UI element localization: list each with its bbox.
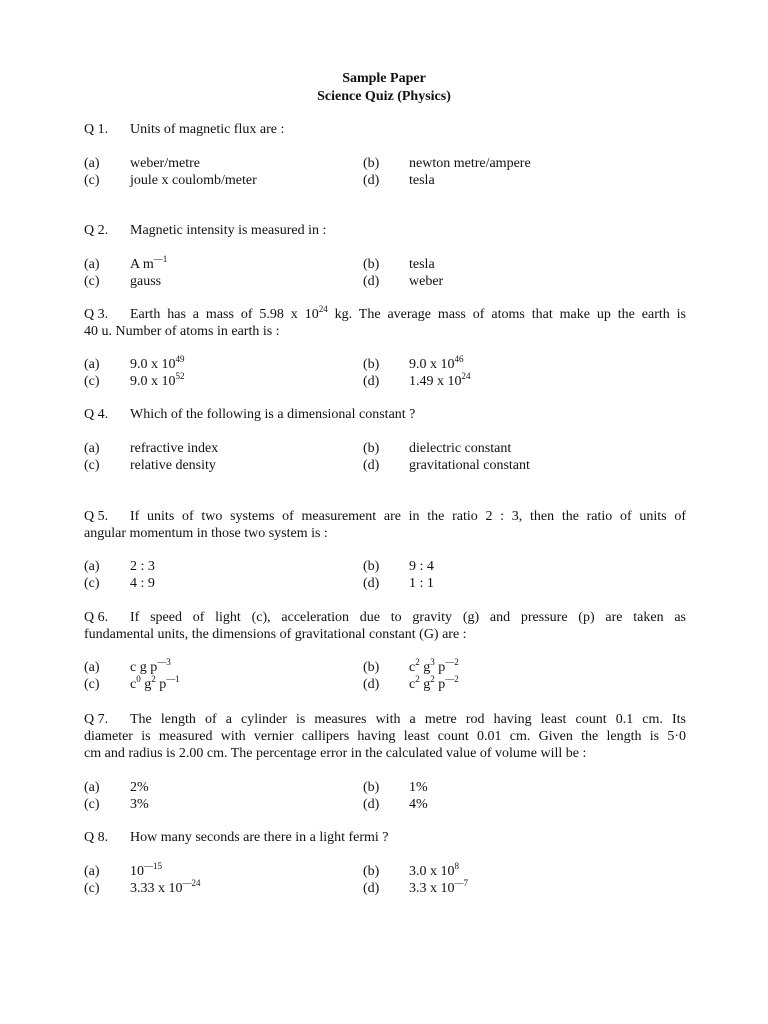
question-number: Q 7. xyxy=(84,712,109,727)
option-a xyxy=(130,863,162,880)
option-base: g xyxy=(419,677,431,692)
question-number: Q 6. xyxy=(84,610,109,625)
option-b: dielectric constant xyxy=(409,441,512,456)
option-c xyxy=(130,880,201,897)
option-exponent: —24 xyxy=(182,878,201,888)
question-text: Units of magnetic flux are : xyxy=(130,122,285,137)
option-d: 4% xyxy=(409,797,428,812)
option-c: gauss xyxy=(130,274,162,289)
option-base: p xyxy=(434,677,446,692)
option-label: (a) xyxy=(84,780,100,795)
option-label: (d) xyxy=(363,576,380,591)
option-base: c xyxy=(409,677,416,692)
option-label: (c) xyxy=(84,274,100,289)
option-c: joule x coulomb/meter xyxy=(130,173,257,188)
option-base: c g p xyxy=(130,660,158,675)
option-d: tesla xyxy=(409,173,435,188)
paper-title: Sample Paper xyxy=(342,71,426,86)
question-number: Q 5. xyxy=(84,509,109,524)
option-exponent: —7 xyxy=(454,878,468,888)
option-label: (c) xyxy=(84,374,100,389)
option-base: g xyxy=(419,660,431,675)
option-b: 9 : 4 xyxy=(409,559,434,574)
option-c: 4 : 9 xyxy=(130,576,155,591)
option-exponent: 3 xyxy=(430,657,435,667)
question-text: How many seconds are there in a light fermi ? xyxy=(130,830,389,845)
option-a: 2 : 3 xyxy=(130,559,155,574)
option-b: 1% xyxy=(409,780,428,795)
option-label: (c) xyxy=(84,677,100,692)
option-label: (d) xyxy=(363,458,380,473)
option-c xyxy=(130,676,180,693)
option-label: (c) xyxy=(84,797,100,812)
question-text: Magnetic intensity is measured in : xyxy=(130,223,327,238)
option-exponent: 52 xyxy=(175,371,185,381)
question-number: Q 8. xyxy=(84,830,109,845)
option-exponent: —15 xyxy=(144,861,162,871)
option-label: (b) xyxy=(363,257,380,272)
option-base: c xyxy=(409,660,416,675)
question-text: If units of two systems of measurement are in the ratio 2 : 3, then the ratio of units of xyxy=(130,509,686,524)
option-base: g xyxy=(140,677,152,692)
option-a xyxy=(130,256,167,273)
question-text-part: kg. The average mass of atoms that make up the earth is xyxy=(327,307,686,322)
option-a: weber/metre xyxy=(130,156,200,171)
option-label: (c) xyxy=(84,881,100,896)
option-d xyxy=(409,880,468,897)
question-number: Q 4. xyxy=(84,407,109,422)
option-label: (c) xyxy=(84,576,100,591)
option-label: (d) xyxy=(363,881,380,896)
option-d: gravitational constant xyxy=(409,458,530,473)
option-c: 3% xyxy=(130,797,149,812)
question-number: Q 2. xyxy=(84,223,109,238)
question-number: Q 3. xyxy=(84,307,109,322)
option-base: c xyxy=(130,677,137,692)
option-label: (b) xyxy=(363,660,380,675)
option-d xyxy=(409,373,471,390)
option-label: (a) xyxy=(84,441,100,456)
question-exponent: 24 xyxy=(318,304,328,314)
option-label: (a) xyxy=(84,257,100,272)
question-text-line2: angular momentum in those two system is : xyxy=(84,526,328,541)
option-label: (d) xyxy=(363,797,380,812)
option-label: (d) xyxy=(363,274,380,289)
option-exponent: —3 xyxy=(157,657,171,667)
option-label: (b) xyxy=(363,441,380,456)
option-label: (b) xyxy=(363,156,380,171)
option-exponent: 2 xyxy=(415,657,420,667)
option-label: (b) xyxy=(363,864,380,879)
option-label: (d) xyxy=(363,677,380,692)
option-base: 9.0 x 10 xyxy=(130,374,176,389)
option-label: (a) xyxy=(84,864,100,879)
option-label: (a) xyxy=(84,357,100,372)
option-label: (d) xyxy=(363,173,380,188)
paper-subtitle: Science Quiz (Physics) xyxy=(317,89,451,104)
option-base: 1.49 x 10 xyxy=(409,374,462,389)
question-text: The length of a cylinder is measures with a metre rod having least count 0.1 cm. Its xyxy=(130,712,686,727)
option-c xyxy=(130,373,185,390)
option-exponent: 49 xyxy=(175,354,185,364)
option-exponent: 2 xyxy=(415,674,420,684)
question-text-line3: cm and radius is 2.00 cm. The percentage error in the calculated value of volume will be : xyxy=(84,746,587,761)
question-text-part: Earth has a mass of 5.98 x 10 xyxy=(130,307,319,322)
question-text-line2: fundamental units, the dimensions of gravitational constant (G) are : xyxy=(84,627,467,642)
option-exponent: 46 xyxy=(454,354,464,364)
option-exponent: —1 xyxy=(153,254,168,264)
option-label: (a) xyxy=(84,660,100,675)
option-base: 3.33 x 10 xyxy=(130,881,183,896)
option-b xyxy=(409,863,459,880)
option-c: relative density xyxy=(130,458,216,473)
question-text xyxy=(130,306,686,323)
option-d: 1 : 1 xyxy=(409,576,434,591)
option-label: (a) xyxy=(84,559,100,574)
option-b: newton metre/ampere xyxy=(409,156,531,171)
option-base: A m xyxy=(130,257,154,272)
option-d: weber xyxy=(409,274,444,289)
option-base: 9.0 x 10 xyxy=(409,357,455,372)
option-a: 2% xyxy=(130,780,149,795)
option-label: (b) xyxy=(363,780,380,795)
option-label: (c) xyxy=(84,458,100,473)
option-base: 10 xyxy=(130,864,144,879)
option-d xyxy=(409,676,459,693)
option-a: refractive index xyxy=(130,441,219,456)
option-exponent: 24 xyxy=(461,371,471,381)
option-base: 3.0 x 10 xyxy=(409,864,455,879)
option-exponent: 8 xyxy=(454,861,459,871)
option-exponent: —2 xyxy=(445,657,459,667)
option-base: 3.3 x 10 xyxy=(409,881,455,896)
option-exponent: 2 xyxy=(430,674,435,684)
option-b: tesla xyxy=(409,257,435,272)
question-text-line2: diameter is measured with vernier callipers having least count 0.01 cm. Given the length is 5·0 xyxy=(84,729,686,744)
option-label: (b) xyxy=(363,357,380,372)
option-label: (a) xyxy=(84,156,100,171)
option-base: p xyxy=(434,660,446,675)
option-exponent: 0 xyxy=(136,674,141,684)
option-label: (b) xyxy=(363,559,380,574)
option-exponent: —1 xyxy=(166,674,180,684)
option-label: (d) xyxy=(363,374,380,389)
option-label: (c) xyxy=(84,173,100,188)
option-exponent: —2 xyxy=(445,674,459,684)
option-b xyxy=(409,356,464,373)
question-text: Which of the following is a dimensional constant ? xyxy=(130,407,416,422)
question-number: Q 1. xyxy=(84,122,109,137)
question-text: If speed of light (c), acceleration due to gravity (g) and pressure (p) are taken as xyxy=(130,610,686,625)
option-base: p xyxy=(155,677,167,692)
option-base: 9.0 x 10 xyxy=(130,357,176,372)
option-exponent: 2 xyxy=(151,674,156,684)
question-text-line2: 40 u. Number of atoms in earth is : xyxy=(84,324,280,339)
